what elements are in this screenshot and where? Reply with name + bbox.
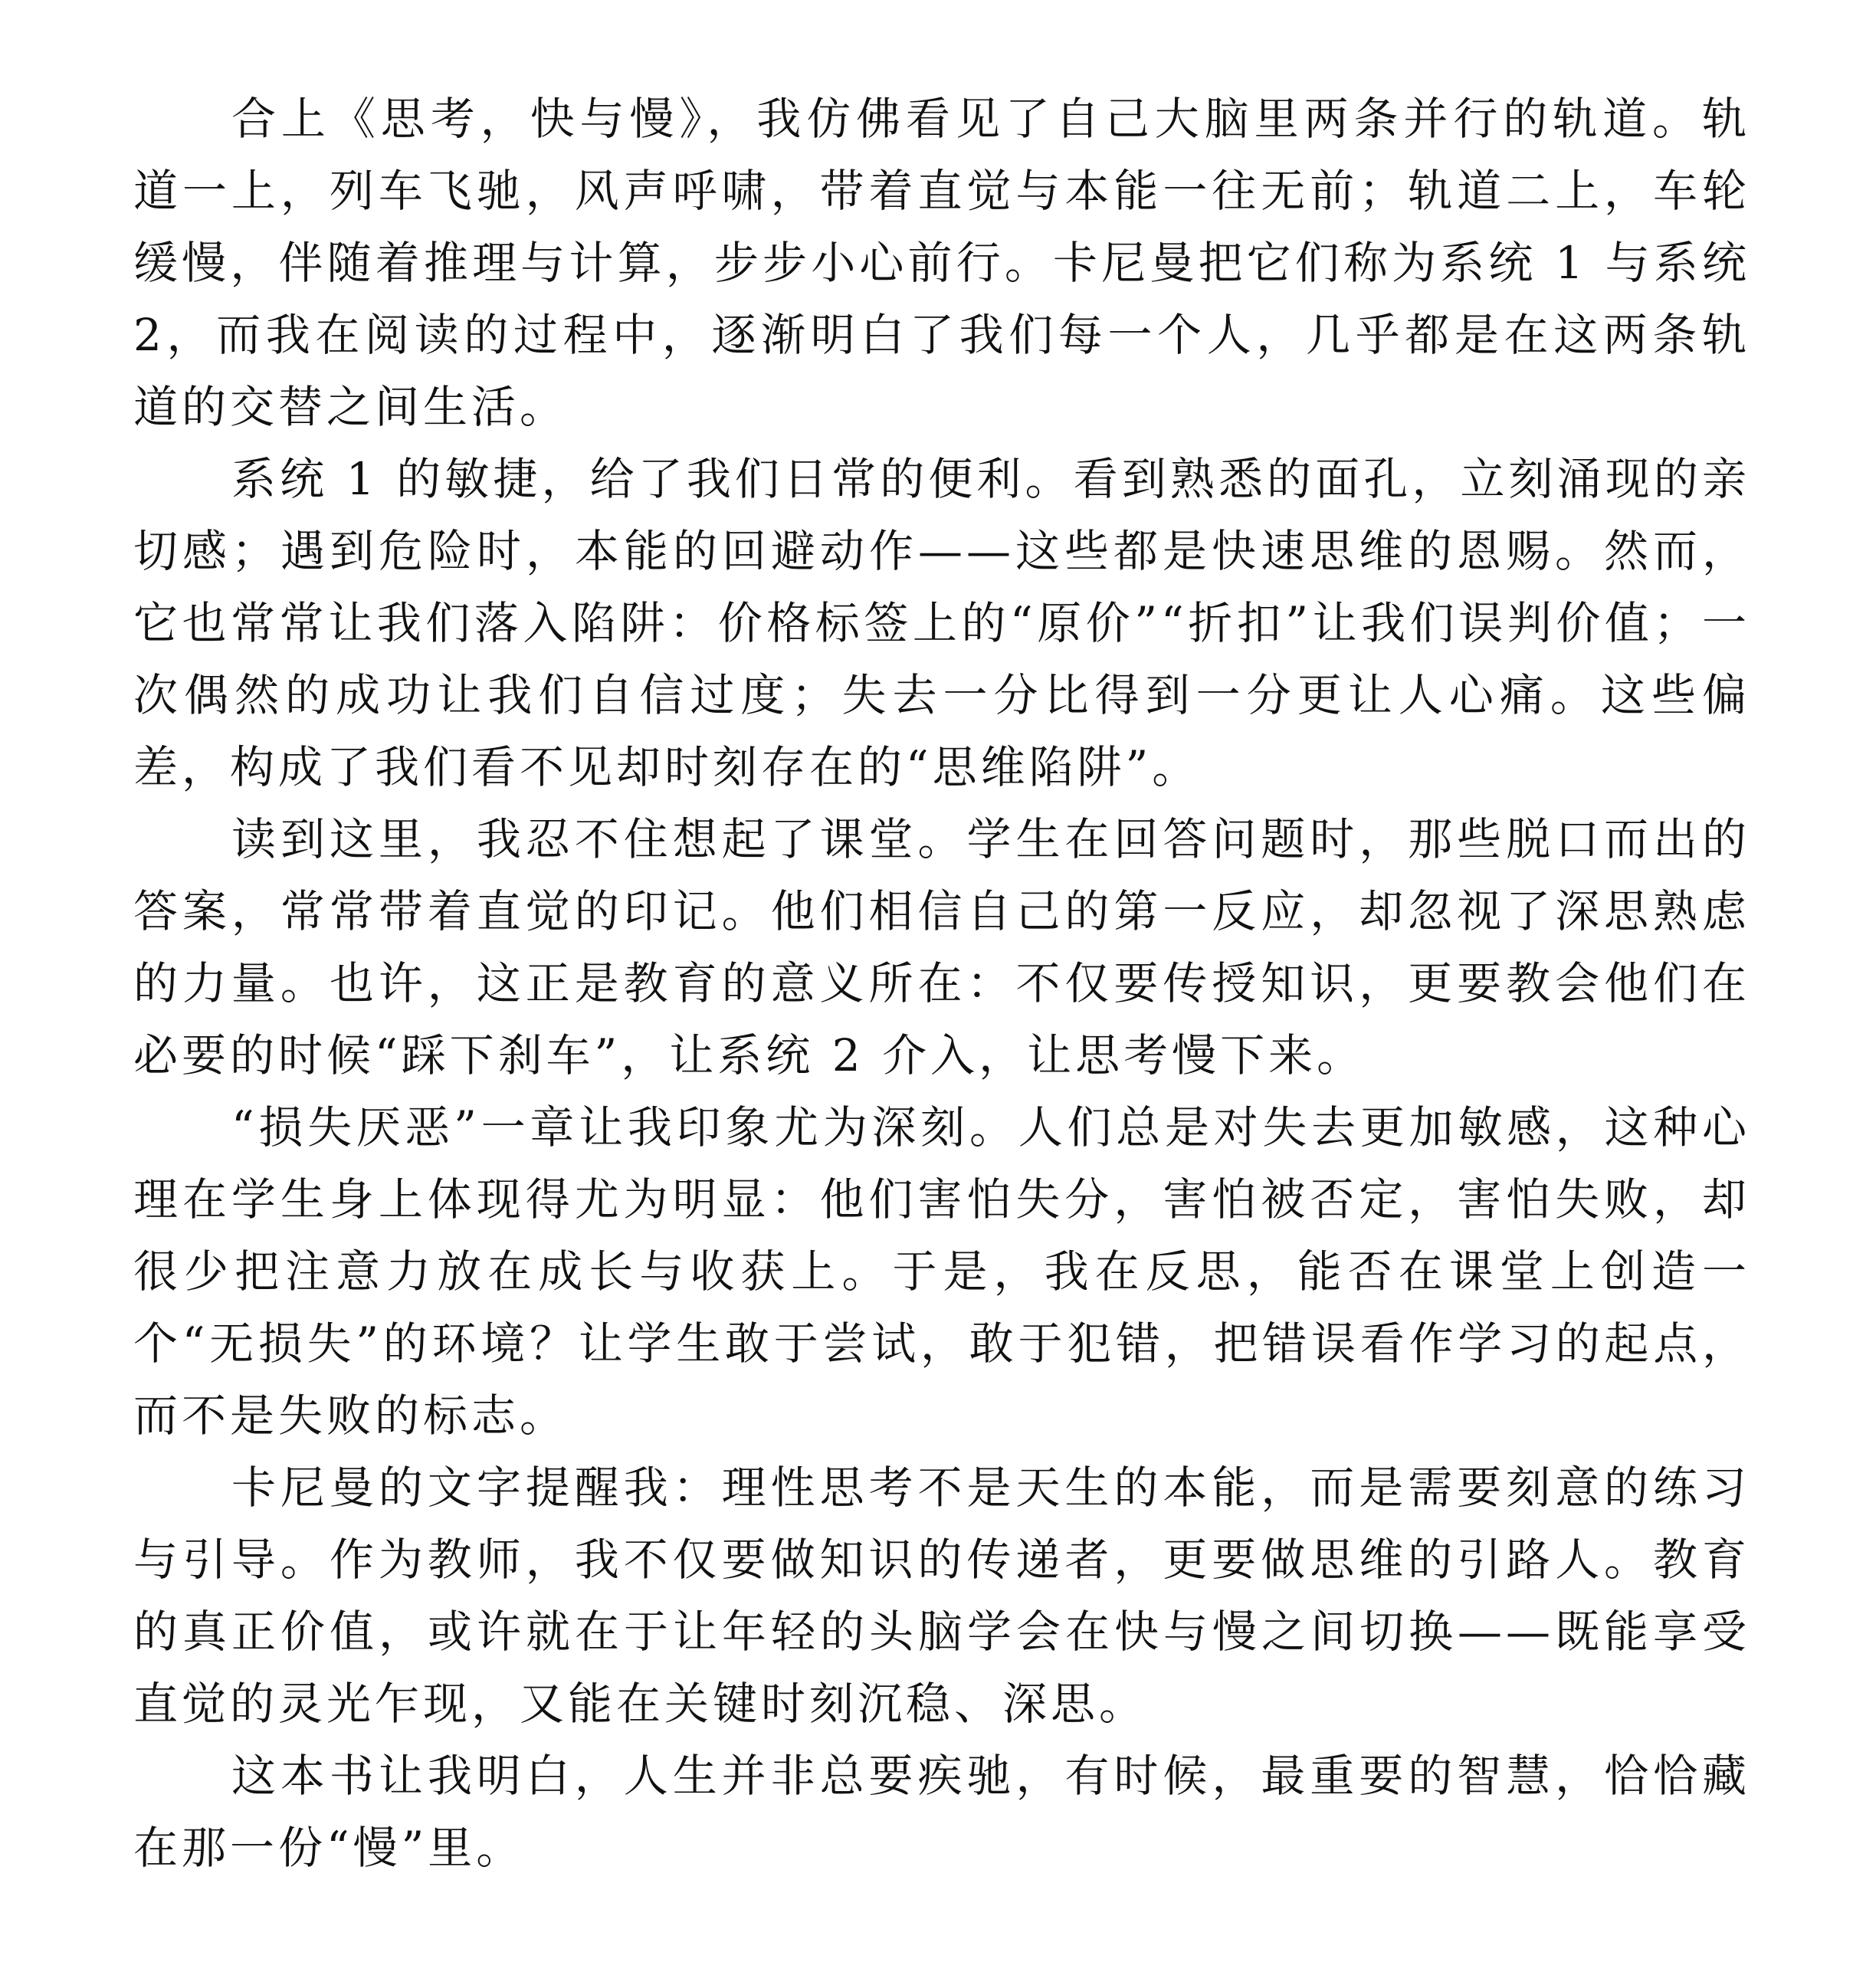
paragraph-3: 读到这里，我忍不住想起了课堂。学生在回答问题时，那些脱口而出的答案，常常带着直觉的印记。他们相信自己的第一反应，却忽视了深思熟虑的力量。也许，这正是教育的意义所在：不仅要传授知识，更要教会他们在必要的时候“踩下刹车”，让系统 2 介入，让思考慢下来。 bbox=[133, 813, 1750, 1081]
paragraph-5: 卡尼曼的文字提醒我：理性思考不是天生的本能，而是需要刻意的练习与引导。作为教师，我不仅要做知识的传递者，更要做思维的引路人。教育的真正价值，或许就在于让年轻的头脑学会在快与慢之间切换——既能享受直觉的灵光乍现，又能在关键时刻沉稳、深思。 bbox=[133, 1462, 1750, 1730]
paragraph-2: 系统 1 的敏捷，给了我们日常的便利。看到熟悉的面孔，立刻涌现的亲切感；遇到危险时，本能的回避动作——这些都是快速思维的恩赐。然而，它也常常让我们落入陷阱：价格标签上的“原价”“折扣”让我们误判价值；一次偶然的成功让我们自信过度；失去一分比得到一分更让人心痛。这些偏差，构成了我们看不见却时刻存在的“思维陷阱”。 bbox=[133, 453, 1750, 793]
essay-body bbox=[133, 83, 1750, 1884]
paragraph-1: 合上《思考，快与慢》，我仿佛看见了自己大脑里两条并行的轨道。轨道一上，列车飞驰，风声呼啸，带着直觉与本能一往无前；轨道二上，车轮缓慢，伴随着推理与计算，步步小心前行。卡尼曼把它们称为系统 1 与系统 2，而我在阅读的过程中，逐渐明白了我们每一个人，几乎都是在这两条轨道的交替之间生活。 bbox=[133, 93, 1750, 433]
paragraph-6: 这本书让我明白，人生并非总要疾驰，有时候，最重要的智慧，恰恰藏在那一份“慢”里。 bbox=[133, 1750, 1750, 1874]
paragraph-4: “损失厌恶”一章让我印象尤为深刻。人们总是对失去更加敏感，这种心理在学生身上体现得尤为明显：他们害怕失分，害怕被否定，害怕失败，却很少把注意力放在成长与收获上。于是，我在反思，能否在课堂上创造一个“无损失”的环境？让学生敢于尝试，敢于犯错，把错误看作学习的起点，而不是失败的标志。 bbox=[133, 1101, 1750, 1442]
